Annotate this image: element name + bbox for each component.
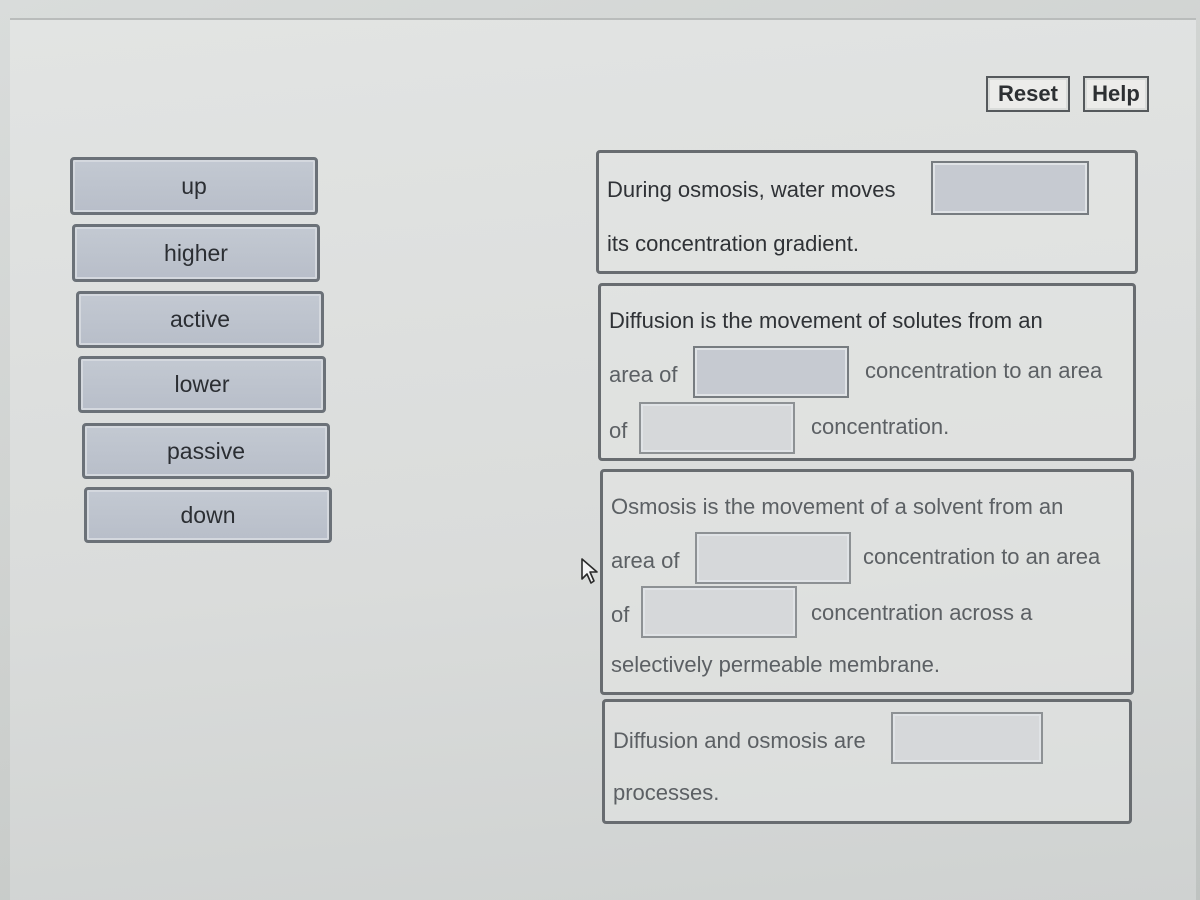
statement-text: Osmosis is the movement of a solvent from an (611, 494, 1064, 519)
drop-target[interactable] (641, 586, 797, 638)
statement-text: of (609, 418, 628, 443)
statement-text: Diffusion and osmosis are (613, 728, 866, 753)
statement-card-osmosis-direction (596, 150, 1138, 274)
word-tile-up[interactable]: up (70, 157, 318, 215)
drop-target[interactable] (891, 712, 1043, 764)
activity-screen (10, 18, 1196, 900)
statement-card-diffusion (598, 283, 1136, 461)
statement-text: processes. (613, 780, 720, 805)
drop-target[interactable] (639, 402, 795, 454)
statement-text: selectively permeable membrane. (611, 652, 940, 677)
word-tile-down[interactable]: down (84, 487, 332, 543)
reset-button[interactable]: Reset (986, 76, 1070, 112)
statement-text: During osmosis, water moves (607, 177, 896, 202)
statement-text: concentration. (811, 414, 950, 439)
statement-text: concentration to an area (863, 544, 1101, 569)
arrow-pointer-icon (580, 557, 600, 585)
statement-text: its concentration gradient. (607, 231, 859, 256)
statement-card-process-type (602, 699, 1132, 824)
drop-target[interactable] (693, 346, 849, 398)
statement-text: concentration across a (811, 600, 1033, 625)
statement-text: area of (609, 362, 678, 387)
statement-text: of (611, 602, 630, 627)
word-tile-lower[interactable]: lower (78, 356, 326, 413)
statement-text: area of (611, 548, 680, 573)
statement-text: concentration to an area (865, 358, 1103, 383)
statement-card-osmosis-definition (600, 469, 1134, 695)
help-button[interactable]: Help (1083, 76, 1149, 112)
drop-target[interactable] (695, 532, 851, 584)
drop-target[interactable] (931, 161, 1089, 215)
statement-text: Diffusion is the movement of solutes from an (609, 308, 1043, 333)
word-tile-higher[interactable]: higher (72, 224, 320, 282)
word-tile-passive[interactable]: passive (82, 423, 330, 479)
word-tile-active[interactable]: active (76, 291, 324, 348)
